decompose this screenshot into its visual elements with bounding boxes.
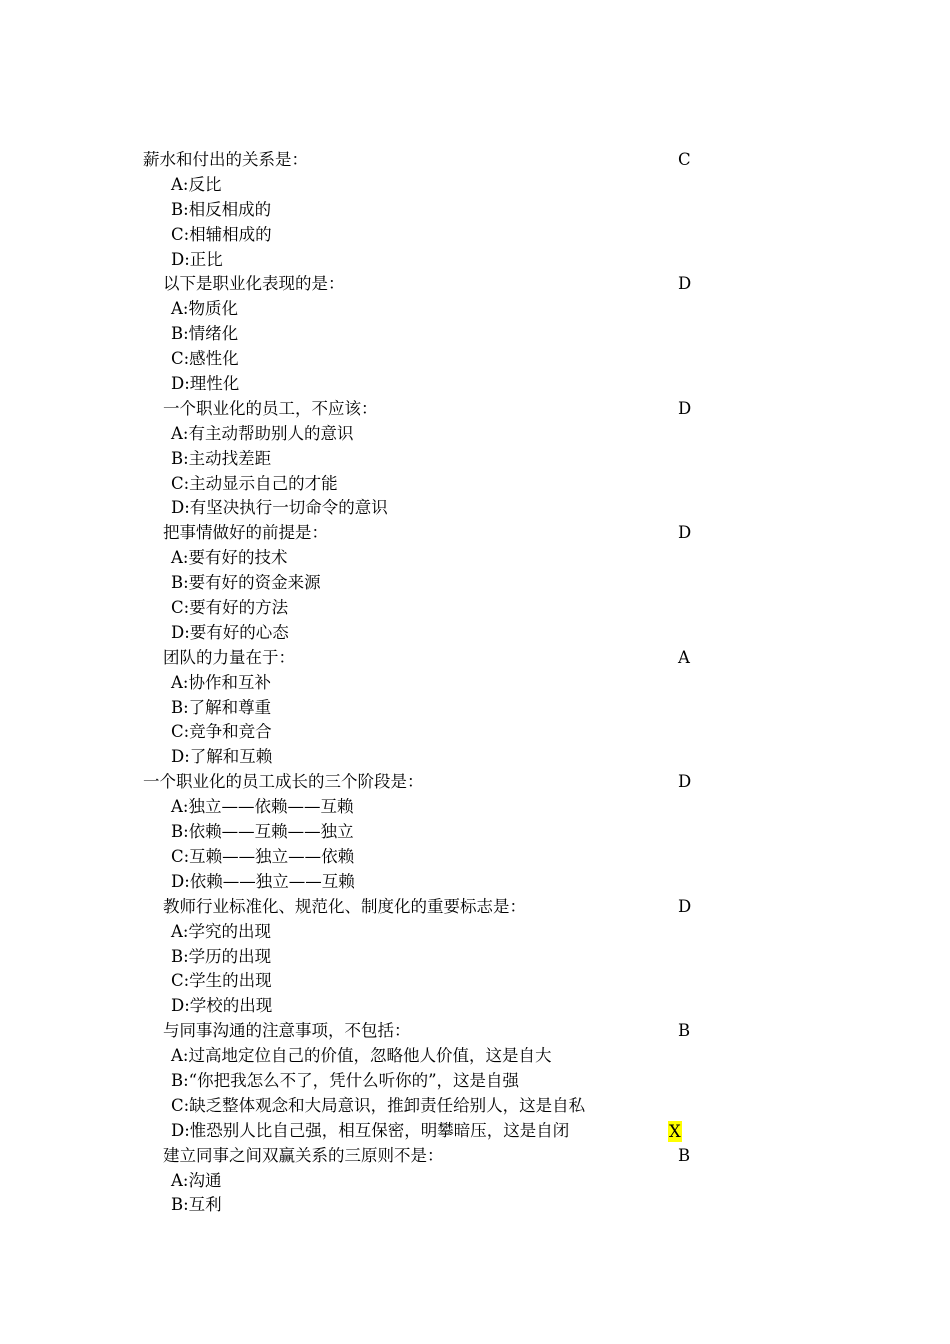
option-text: A:协作和互补 [171,672,271,692]
option-text: B:“你把我怎么不了，凭什么听你的”，这是自强 [171,1070,520,1090]
option-text: A:过高地定位自己的价值，忽略他人价值，这是自大 [171,1046,552,1066]
option-text: D:正比 [171,249,223,269]
question-row [0,1019,950,1044]
option-text: C:学生的出现 [171,971,272,991]
question-row [0,895,950,920]
option-text: B:主动找差距 [171,448,272,468]
answer-letter: D [678,772,692,792]
option-row [0,571,950,596]
question-text: 一个职业化的员工，不应该： [163,398,378,418]
option-text: C:要有好的方法 [171,598,289,618]
option-text: D:学校的出现 [171,996,273,1016]
option-text: A:学究的出现 [171,921,271,941]
question-row [0,521,950,546]
option-row [0,696,950,721]
option-text: A:要有好的技术 [171,548,288,568]
option-text: B:依赖——互赖——独立 [171,822,354,842]
option-row [0,671,950,696]
question-text: 把事情做好的前提是： [163,523,328,543]
answer-letter: D [678,896,692,916]
question-text: 与同事沟通的注意事项，不包括： [163,1021,411,1041]
option-row [0,1119,950,1144]
option-row [0,223,950,248]
answer-letter: B [678,1021,691,1041]
option-row [0,198,950,223]
option-text: D:有坚决执行一切命令的意识 [171,498,388,518]
option-text: C:感性化 [171,349,239,369]
option-row [0,720,950,745]
answer-letter: D [678,274,692,294]
option-row [0,870,950,895]
option-text: A:有主动帮助别人的意识 [171,423,354,443]
option-row [0,1169,950,1194]
option-row [0,920,950,945]
option-text: D:依赖——独立——互赖 [171,871,355,891]
document-body [0,148,950,1218]
option-text: A:物质化 [171,299,238,319]
question-text: 团队的力量在于： [163,647,295,667]
option-row [0,546,950,571]
option-text: B:互利 [171,1195,222,1215]
option-row [0,994,950,1019]
option-row [0,820,950,845]
question-row [0,770,950,795]
question-text: 教师行业标准化、规范化、制度化的重要标志是： [163,896,526,916]
option-row [0,248,950,273]
option-row [0,945,950,970]
option-row [0,596,950,621]
option-row [0,1044,950,1069]
option-row [0,347,950,372]
answer-letter: A [678,647,690,667]
option-text: D:惟恐别人比自己强，相互保密，明攀暗压，这是自闭 [171,1120,570,1140]
option-row [0,745,950,770]
question-text: 以下是职业化表现的是： [163,274,345,294]
option-row [0,422,950,447]
option-row [0,621,950,646]
option-text: B:相反相成的 [171,199,272,219]
option-text: B:要有好的资金来源 [171,573,321,593]
option-text: B:学历的出现 [171,946,272,966]
option-text: C:缺乏整体观念和大局意识，推卸责任给别人，这是自私 [171,1095,586,1115]
option-row [0,795,950,820]
option-row [0,1193,950,1218]
question-row [0,1144,950,1169]
option-row [0,297,950,322]
answer-letter: D [678,398,692,418]
option-text: B:了解和尊重 [171,697,272,717]
option-row [0,845,950,870]
option-row [0,322,950,347]
option-text: D:要有好的心态 [171,622,289,642]
highlight-mark: X [669,1121,681,1141]
option-row [0,173,950,198]
option-row [0,1094,950,1119]
question-row [0,397,950,422]
option-row [0,372,950,397]
question-text: 薪水和付出的关系是： [143,150,308,169]
option-text: C:互赖——独立——依赖 [171,846,355,866]
answer-letter: B [678,1145,691,1165]
option-row [0,472,950,497]
option-text: D:理性化 [171,374,240,394]
option-text: C:主动显示自己的才能 [171,473,338,493]
option-row [0,496,950,521]
question-row [0,148,950,173]
option-text: A:沟通 [171,1170,222,1190]
option-text: C:相辅相成的 [171,224,272,244]
option-text: B:情绪化 [171,324,239,344]
option-text: D:了解和互赖 [171,747,273,767]
question-row [0,272,950,297]
option-row [0,1069,950,1094]
option-text: C:竞争和竞合 [171,722,272,742]
answer-letter: D [678,523,692,543]
answer-letter: C [678,150,691,169]
option-row [0,969,950,994]
option-text: A:反比 [171,174,222,194]
option-text: A:独立——依赖——互赖 [171,797,354,817]
option-row [0,447,950,472]
question-text: 一个职业化的员工成长的三个阶段是： [143,772,424,792]
question-row [0,646,950,671]
question-text: 建立同事之间双赢关系的三原则不是： [163,1145,444,1165]
